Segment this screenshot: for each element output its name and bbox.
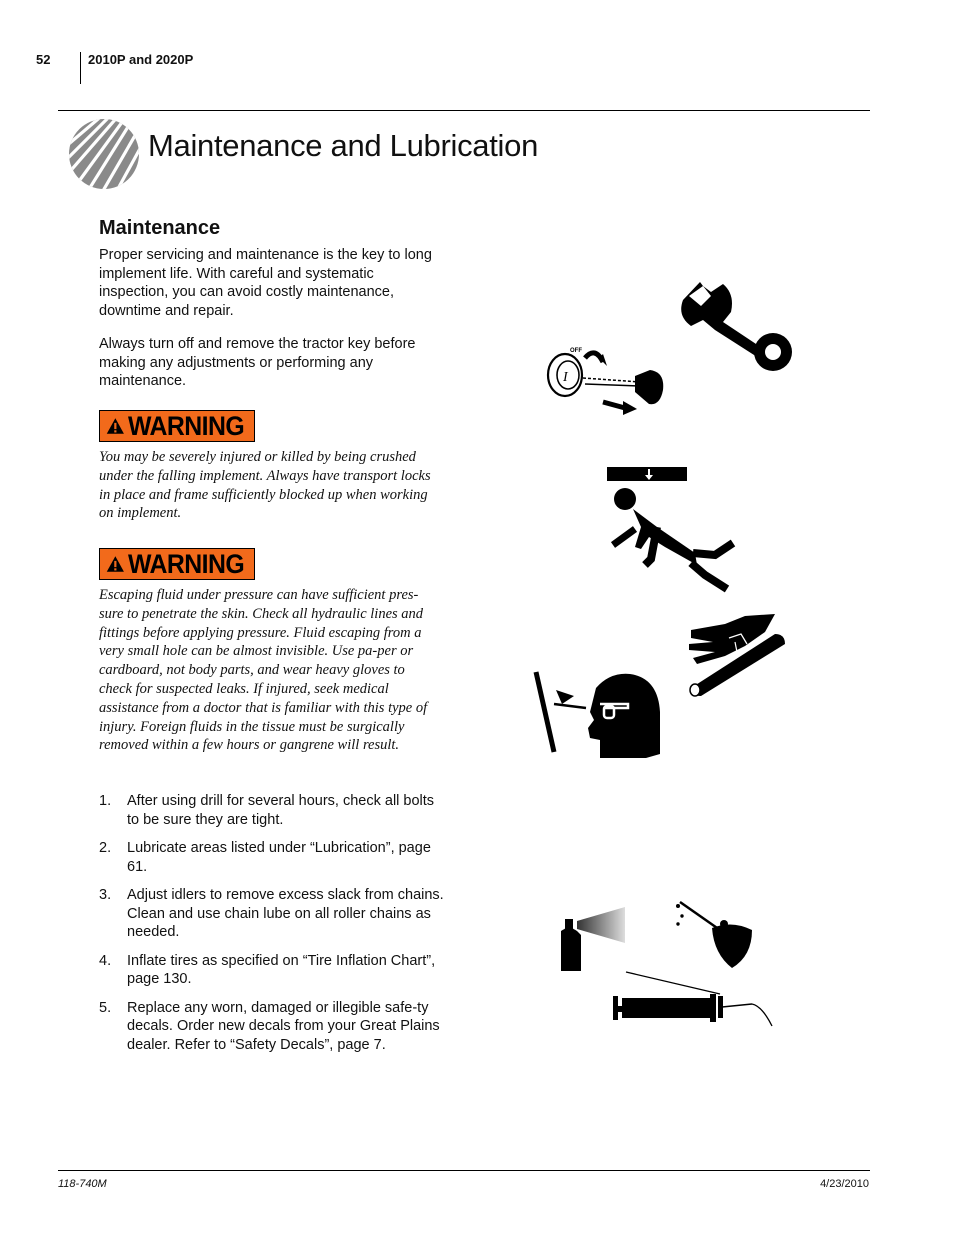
step-number: 2. [99,840,112,856]
chapter-title: Maintenance and Lubrication [148,128,539,163]
warning-triangle-icon [106,415,125,437]
step-text: Replace any worn, damaged or illegible safe-ty decals. Order new decals from your Great Plains dealer. Refer to “Safety Decals”, page 7. [127,999,440,1053]
document-number: 118-740M [58,1178,107,1190]
hydraulic-leak-hand-icon [685,612,790,697]
warning-label-text: WARNING [127,410,244,441]
list-item [99,839,444,876]
paragraph-intro: Proper servicing and maintenance is the key to long implement life. With careful and systematic inspection, you can avoid costly maintenance, downtime and repair. [99,247,432,319]
list-item [99,792,444,829]
paragraph-key-off: Always turn off and remove the tractor key before making any adjustments or performing any maintenance. [99,336,416,389]
step-number: 4. [99,952,112,969]
revision-date: 4/23/2010 [820,1178,869,1190]
section-title: Maintenance [99,217,221,239]
wrench-icon [675,272,800,377]
top-rule [58,110,870,111]
header-divider [80,52,81,84]
list-item [99,952,444,989]
warning-label-2 [99,548,255,580]
step-number: 5. [99,999,112,1016]
off-label: OFF [570,348,582,354]
crushing-hazard-icon [605,465,740,593]
spray-can-icon [555,905,630,973]
step-number: 1. [99,793,112,809]
step-number: 3. [99,887,112,903]
step-text: Lubricate areas listed under “Lubrication”, page 61. [127,840,431,875]
list-item [99,886,444,942]
stripes-circle-icon [68,118,140,190]
step-text: Adjust idlers to remove excess slack from chains. Clean and use chain lube on all roller chains as needed. [127,887,444,940]
warning-label-text: WARNING [127,548,244,579]
warning-label-1 [99,410,255,442]
bottom-rule [58,1170,870,1171]
warning-text-crush: You may be severely injured or killed by being crushed under the falling implement. Always have transport locks in place and frame sufficiently blocked up when working on implement. [99,449,431,522]
face-shield-icon [530,668,665,763]
warning-triangle-icon [106,553,125,575]
grease-gun-icon [612,970,777,1028]
step-text: After using drill for several hours, check all bolts to be sure they are tight. [127,793,435,828]
svg-text:I: I [563,370,568,385]
document-title: 2010P and 2020P [88,52,194,67]
page-number: 52 [36,52,51,67]
list-item [99,999,444,1055]
maintenance-steps [99,792,444,1064]
warning-text-fluid: Escaping fluid under pressure can have sufficient pres-sure to penetrate the skin. Check all hydraulic lines and fittings before applying pressure. Fluid escaping from a very small hole can be almost invisible. Use pa-per or cardboard, not body parts, and wear heavy gloves to check for suspected leaks. If injured, seek medical assistance from a doctor that is familiar with this type of injury. Foreign fluids in the tissue must be surgically removed within a few hours or gangrene will result. [99,587,428,754]
step-text: Inflate tires as specified on “Tire Inflation Chart”, page 130. [127,952,436,987]
oil-can-icon [672,898,757,970]
key-switch-icon [545,340,670,415]
